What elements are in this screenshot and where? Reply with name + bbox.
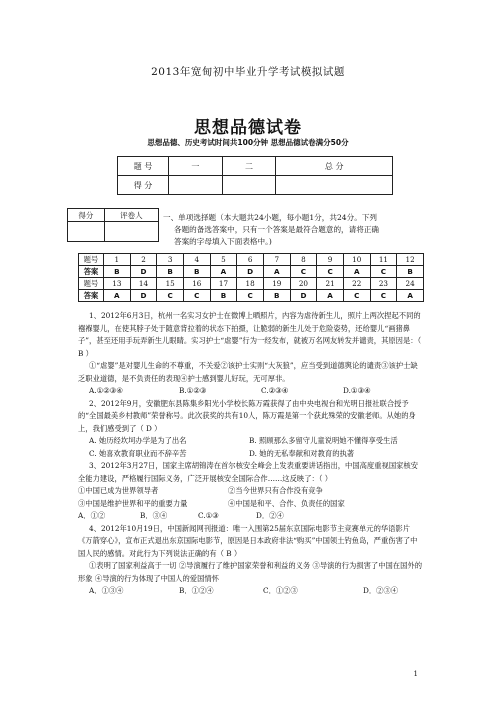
answer-cell: D <box>237 266 264 278</box>
option: D．②④ <box>256 511 284 520</box>
question-1-options <box>78 385 424 398</box>
grader-score-cell <box>68 222 105 242</box>
grader-box <box>67 208 159 242</box>
option: A. 她历经坎坷办学是为了出名 <box>89 436 187 445</box>
option: C．①②③ <box>263 586 298 595</box>
answer-row <box>79 266 424 278</box>
question-number-cell: 9 <box>317 254 344 266</box>
score-table-header: 题 号 <box>118 157 169 176</box>
question-number-cell: 18 <box>237 278 264 290</box>
score-cell <box>222 176 276 195</box>
score-table-header: 一 <box>169 157 223 176</box>
answer-cell: C <box>343 290 370 302</box>
question-1: 1、2012年6月3日，杭州一名实习女护士在微博上晒照片，内容为虐待新生儿，照片上两次捏起不同的襁褓婴儿，在使其脖子处于随意背拉着的状态下拍摄，让脆弱的新生儿处于危险姿势，还给婴儿“画猪鼻子”，甚至还用手玩弄新生儿眼睛。实习护士“虐婴”行为一经发布，就被万名网友转发并谴责，其原因是：（ B ） <box>78 311 422 358</box>
answer-cell: A <box>317 290 344 302</box>
option: C.①③ <box>198 511 219 520</box>
option: A．①③④ <box>89 586 124 595</box>
question-number-cell: 17 <box>210 278 237 290</box>
question-number-cell: 8 <box>290 254 317 266</box>
exam-info: 思想品德、历史考试时间共100分钟 思想品德试卷满分50分 <box>147 138 349 147</box>
option: C. 她喜欢教育职业而不辞辛苦 <box>89 448 187 458</box>
exam-title: 2013年宽甸初中毕业升学考试模拟试题 <box>151 66 345 78</box>
answer-cell: B <box>263 290 290 302</box>
question-number-cell: 22 <box>343 278 370 290</box>
question-3-statements-row2 <box>78 498 424 511</box>
question-3: 3、2012年3月27日，国家主席胡锦涛在首尔核安全峰会上发表重要讲话指出，中国高度重视国家核安全能力建设，严格履行国际义务，广泛开展核安全国际合作……这反映了：（ ） <box>78 461 419 483</box>
row-label: 题号 <box>79 278 104 290</box>
question-2: 2、2012年9月，安徽肥东县陈集乡阳光小学校长陈万霞获得了由中央电视台和光明日报社联合授予的“全国最美乡村教师”荣誉称号。此次获奖的共有10人，陈万霞是第一个获此殊荣的安徽老师。从她的身上，我们感受到了（ D ） <box>78 398 416 433</box>
question-number-cell: 3 <box>157 254 184 266</box>
question-3-statements-row1 <box>78 485 424 498</box>
grader-reviewer-cell <box>104 222 158 242</box>
answer-cell: D <box>290 290 317 302</box>
question-1-statements: ①“虐婴”是对婴儿生命的不尊重，不关爱②该护士实则“大灰狼”，应当受到道德舆论的谴责③该护士缺乏职业道德，是不负责任的表现④护士感到婴儿好玩，无可厚非。 <box>78 361 418 383</box>
subject-title: 思想品德试卷 <box>194 118 302 138</box>
question-number-cell: 16 <box>183 278 210 290</box>
answer-cell: C <box>317 266 344 278</box>
question-number-cell: 20 <box>290 278 317 290</box>
question-number-cell: 1 <box>104 254 131 266</box>
question-number-cell: 2 <box>130 254 157 266</box>
score-table-header: 总 分 <box>276 157 393 176</box>
row-label: 答案 <box>79 290 104 302</box>
option: C.②③④ <box>261 386 289 395</box>
option: D．②③④ <box>363 586 399 595</box>
section-instructions <box>163 212 403 248</box>
question-number-cell: 13 <box>104 278 131 290</box>
grader-reviewer-label: 评卷人 <box>104 209 158 222</box>
question-number-cell: 4 <box>183 254 210 266</box>
question-number-row <box>79 254 424 266</box>
question-number-cell: 15 <box>157 278 184 290</box>
answer-cell: C <box>370 266 397 278</box>
question-4-options <box>78 585 424 598</box>
option: B．③④ <box>140 511 168 520</box>
answer-cell: A <box>104 290 131 302</box>
score-cell <box>169 176 223 195</box>
answer-cell: B <box>210 290 237 302</box>
statement: ④中国是和平、合作、负责任的国家 <box>228 498 345 508</box>
score-table-label: 得 分 <box>118 176 169 195</box>
answer-cell: C <box>290 266 317 278</box>
section-line: 各题的备选答案中，只有一个答案是最符合题意的，请将正确 <box>174 225 380 234</box>
answer-cell: A <box>343 266 370 278</box>
option: B. 照顾那么多留守儿童说明她不懂得享受生活 <box>249 436 398 445</box>
question-number-cell: 24 <box>397 278 424 290</box>
question-3-options <box>78 510 424 523</box>
question-2-options-row1 <box>78 435 424 448</box>
answer-cell: C <box>183 290 210 302</box>
section-line: 答案的字母填入下面表格中。) <box>174 237 272 246</box>
question-number-cell: 10 <box>343 254 370 266</box>
score-cell <box>276 176 393 195</box>
answer-cell: C <box>370 290 397 302</box>
row-label: 答案 <box>79 266 104 278</box>
question-number-cell: 23 <box>370 278 397 290</box>
option: D. 她的无私奉献和对教育的执著 <box>249 448 355 458</box>
question-number-row <box>79 278 424 290</box>
question-number-cell: 5 <box>210 254 237 266</box>
score-table-header: 二 <box>222 157 276 176</box>
option: B．①②④ <box>179 586 214 595</box>
answer-table <box>78 253 424 302</box>
answer-cell: B <box>397 266 424 278</box>
section-line: 一、单项选择题（本大题共24小题，每小题1分，共24分。下列 <box>163 213 377 222</box>
answer-cell: B <box>157 266 184 278</box>
answer-cell: D <box>130 266 157 278</box>
question-number-cell: 19 <box>263 278 290 290</box>
answer-cell: A <box>263 266 290 278</box>
question-4: 4、2012年10月19日，中国新闻网刊报道：唯一入围第25届东京国际电影节主竞赛单元的华语影片《万箭穿心》，宣布正式退出东京国际电影节，原因是日本政府非法“购买”中国领土钓鱼岛，严重伤害了中国人民的感情。对此行为下列说法正确的有（ B ） <box>78 523 418 558</box>
option: A.①②③④ <box>89 386 123 395</box>
statement: ①中国已成为世界领导者 <box>78 486 159 495</box>
statement: ③中国是维护世界和平的重要力量 <box>78 498 188 508</box>
question-number-cell: 6 <box>237 254 264 266</box>
statement: ②当今世界只有合作没有竞争 <box>228 486 323 495</box>
answer-cell: D <box>130 290 157 302</box>
answer-cell: B <box>104 266 131 278</box>
question-number-cell: 21 <box>317 278 344 290</box>
page-number: 1 <box>413 670 418 678</box>
answer-cell: C <box>157 290 184 302</box>
answer-row <box>79 290 424 302</box>
question-number-cell: 11 <box>370 254 397 266</box>
row-label: 题号 <box>79 254 104 266</box>
grader-score-label: 得分 <box>68 209 105 222</box>
answer-cell: B <box>183 266 210 278</box>
question-number-cell: 14 <box>130 278 157 290</box>
question-number-cell: 12 <box>397 254 424 266</box>
question-2-options-row2 <box>78 448 424 461</box>
answer-cell: A <box>210 266 237 278</box>
score-table <box>117 156 393 195</box>
question-number-cell: 7 <box>263 254 290 266</box>
option: B.①②③ <box>179 386 207 395</box>
answer-cell: A <box>397 290 424 302</box>
answer-cell: C <box>237 290 264 302</box>
question-body <box>78 310 424 598</box>
question-4-statements: ①表明了国家利益高于一切 ②导演履行了维护国家荣誉和利益的义务 ③导演的行为损害了中国在国外的形象 ④导演的行为体现了中国人的爱国情怀 <box>78 561 422 583</box>
option: A．①② <box>78 511 106 520</box>
option: D.①③④ <box>343 386 371 395</box>
